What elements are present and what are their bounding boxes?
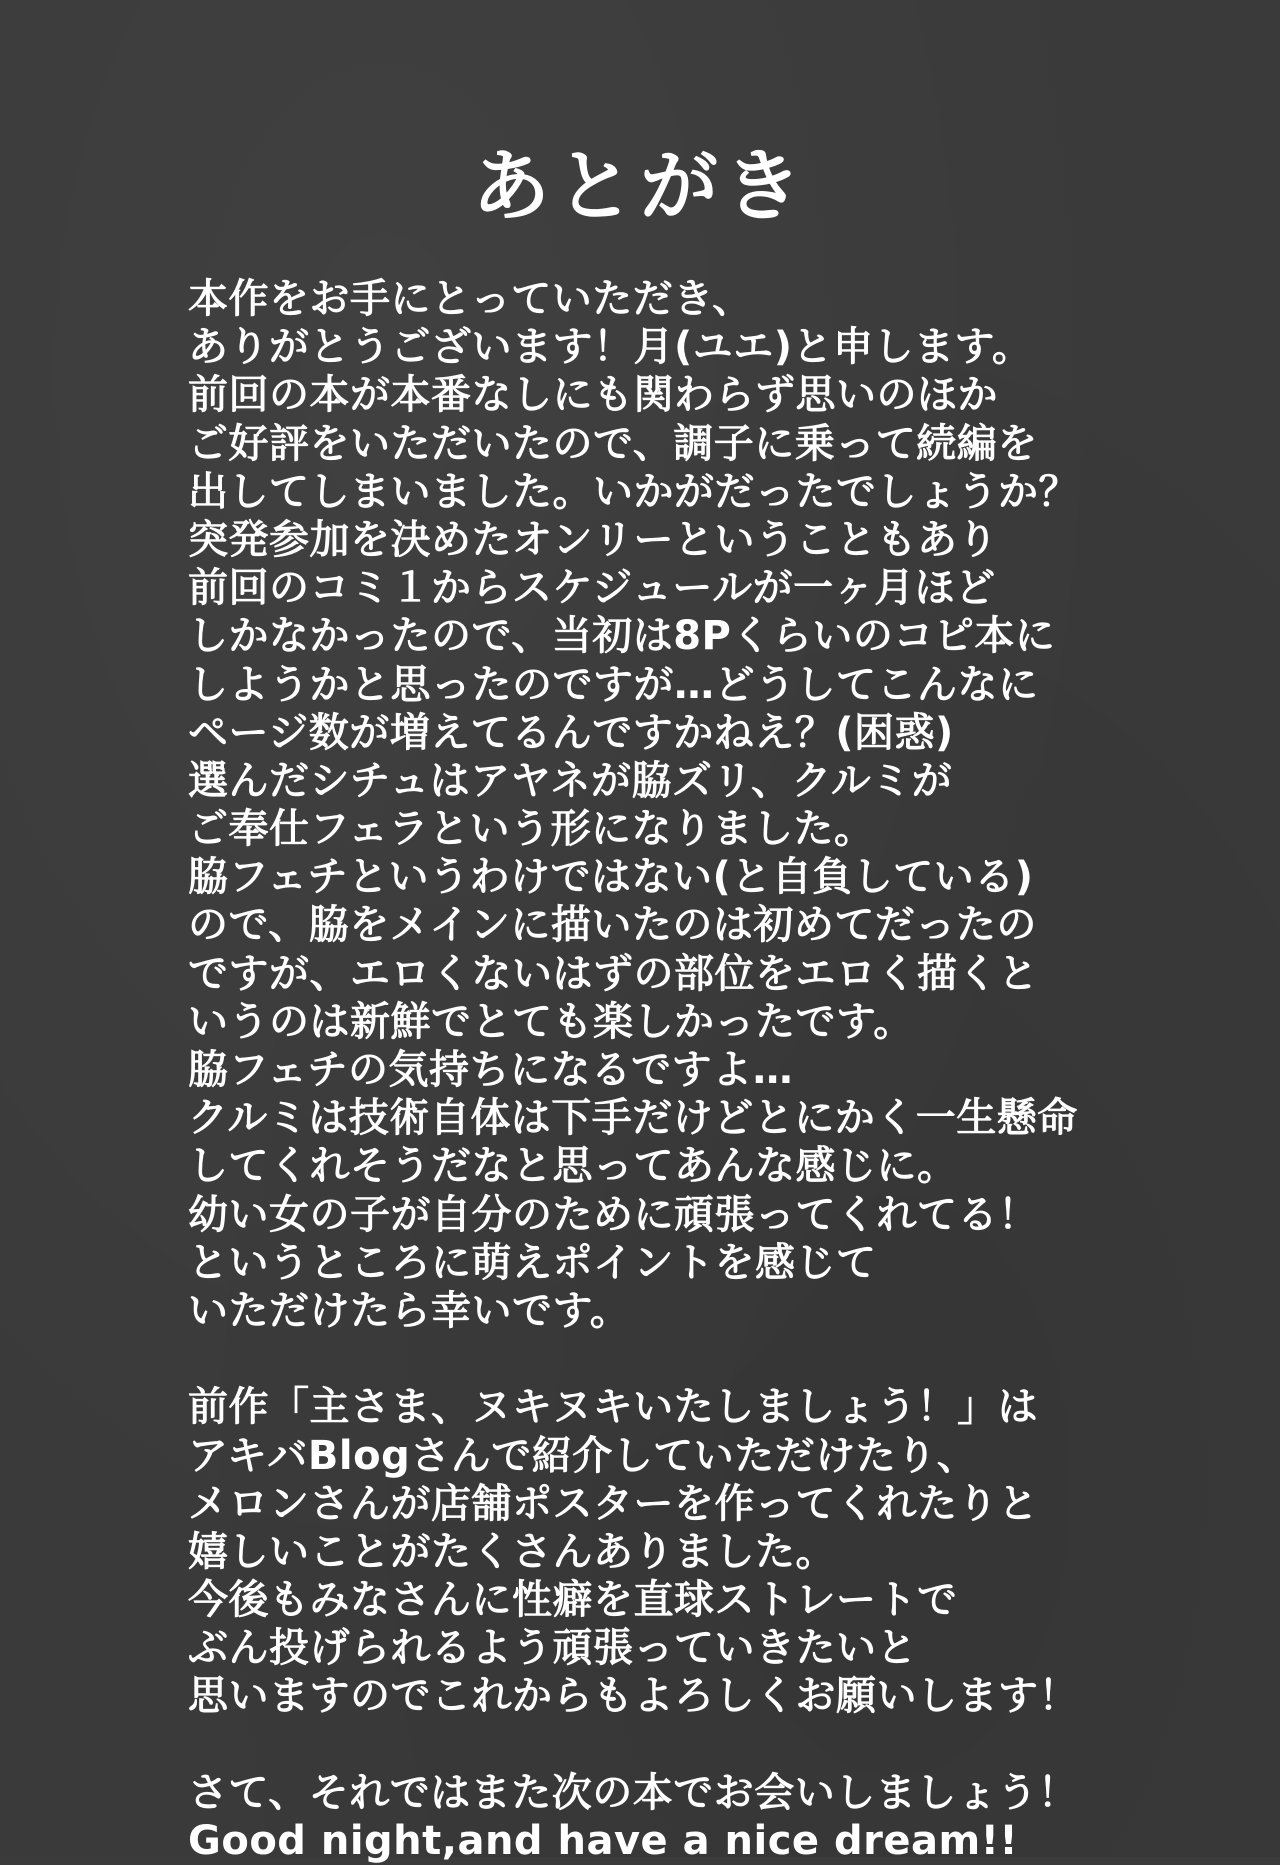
text-line: ので、脇をメインに描いたのは初めてだったの [188, 902, 1037, 949]
text-line: 出してしまいました。いかがだったでしょうか？ [188, 468, 1079, 515]
text-line: ページ数が増えてるんですかねえ？(困惑) [188, 709, 954, 756]
text-line: 脇フェチというわけではない(と自負している) [188, 854, 1034, 901]
page-title: あとがき [471, 142, 808, 232]
text-line: いただけたら幸いです。 [188, 1287, 631, 1334]
text-line: してくれそうだなと思ってあんな感じに。 [188, 1143, 958, 1190]
closing-line-english: Good night,and have a nice dream!! [188, 1818, 1019, 1864]
text-line: 突発参加を決めたオンリーということもあり [188, 516, 998, 563]
text-line: ご好評をいただいたので、調子に乗って続編を [188, 420, 1038, 467]
text-line: さて、それではまた次の本でお会いしましょう！ [188, 1769, 1079, 1816]
text-line: 思いますのでこれからもよろしくお願いします！ [188, 1673, 1079, 1720]
text-line: 嬉しいことがたくさんありました。 [188, 1528, 836, 1575]
text-line: というところに萌えポイントを感じて [188, 1239, 877, 1286]
text-line: 前作「主さま、ヌキヌキいたしましょう！」は [188, 1384, 1039, 1431]
text-line: 選んだシチュはアヤネが脇ズリ、クルミが [188, 757, 953, 804]
text-line: アキバBlogさんで紹介していただけたり、 [188, 1432, 978, 1479]
text-line: ですが、エロくないはずの部位をエロく描くと [188, 950, 1039, 997]
text-line: ご奉仕フェラという形になりました。 [188, 806, 875, 853]
text-line: 前回のコミ１からスケジュールが一ヶ月ほど [188, 565, 996, 612]
text-line: ありがとうございます！月(ユエ)と申します。 [188, 324, 1033, 371]
text-line: 今後もみなさんに性癖を直球ストレートで [188, 1577, 958, 1624]
text-line: 本作をお手にとっていただき、 [188, 276, 753, 322]
text-line: しようかと思ったのですが…どうしてこんなに [188, 661, 1039, 708]
afterword-body [188, 275, 1188, 1865]
text-line: しかなかったので、当初は8Pくらいのコピ本に [188, 613, 1056, 660]
text-line: メロンさんが店舗ポスターを作ってくれたりと [188, 1480, 1039, 1527]
text-line: 脇フェチの気持ちになるですよ… [188, 1047, 794, 1093]
text-line: いうのは新鮮でとても楽しかったです。 [188, 998, 914, 1045]
text-line: クルミは技術自体は下手だけどとにかく一生懸命 [188, 1095, 1078, 1142]
text-line: 幼い女の子が自分のために頑張ってくれてる！ [188, 1191, 1039, 1238]
text-line: ぶん投げられるよう頑張っていきたいと [188, 1625, 917, 1672]
paragraph-gap [188, 1335, 1188, 1383]
paragraph-gap [188, 1721, 1188, 1769]
text-line: 前回の本が本番なしにも関わらず思いのほか [188, 372, 998, 419]
